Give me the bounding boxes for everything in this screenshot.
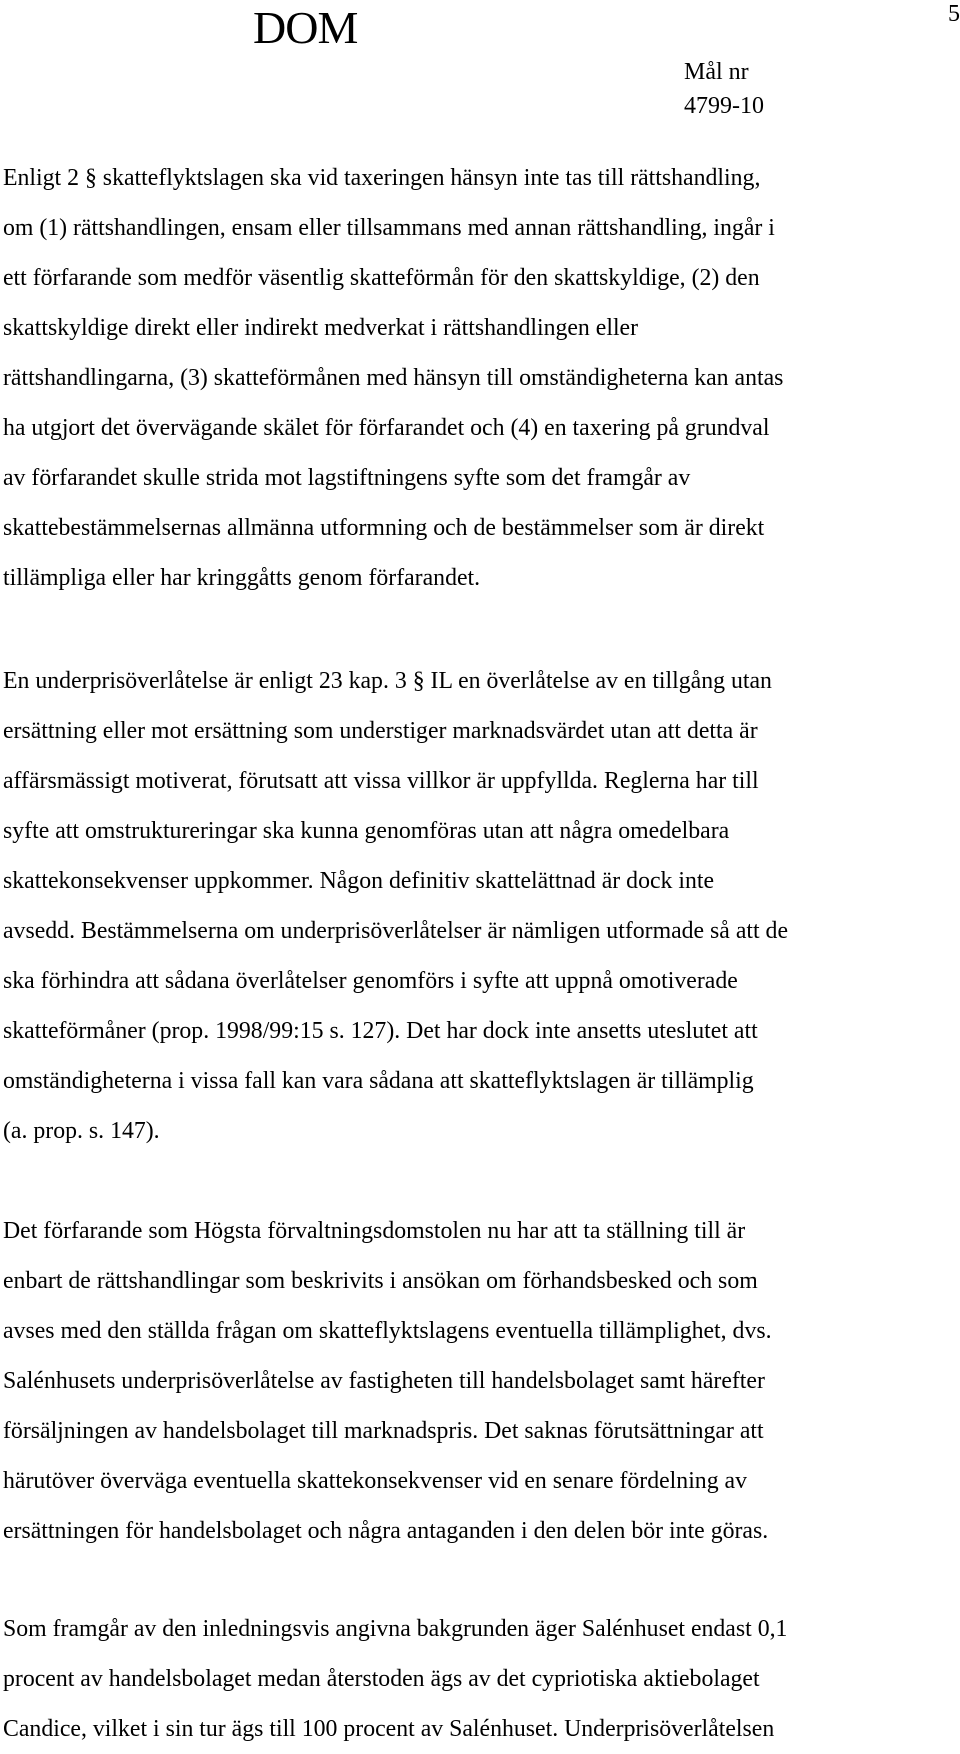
paragraph-line: skattebestämmelsernas allmänna utformning och de bestämmelser som är direkt xyxy=(3,515,765,541)
paragraph-line: skatteförmåner (prop. 1998/99:15 s. 127). Det har dock inte ansetts uteslutet att xyxy=(3,1018,758,1044)
paragraph-line: ska förhindra att sådana överlåtelser genomförs i syfte att uppnå omotiverade xyxy=(3,968,738,994)
paragraph-line: enbart de rättshandlingar som beskrivits i ansökan om förhandsbesked och som xyxy=(3,1268,758,1294)
paragraph-line: Det förfarande som Högsta förvaltningsdomstolen nu har att ta ställning till är xyxy=(3,1218,746,1244)
paragraph-line: procent av handelsbolaget medan återstoden ägs av det cypriotiska aktiebolaget xyxy=(3,1666,760,1692)
paragraph-line: skattekonsekvenser uppkommer. Någon definitiv skattelättnad är dock inte xyxy=(3,868,715,894)
paragraph-underprice-transfer xyxy=(3,656,960,1156)
paragraph-line: Candice, vilket i sin tur ägs till 100 procent av Salénhuset. Underprisöverlåtelsen xyxy=(3,1716,775,1742)
case-number-label: Mål nr xyxy=(684,59,749,85)
paragraph-line: ersättningen för handelsbolaget och några antaganden i den delen bör inte göras. xyxy=(3,1518,769,1544)
paragraph-line: Som framgår av den inledningsvis angivna bakgrunden äger Salénhuset endast 0,1 xyxy=(3,1616,788,1642)
paragraph-line: rättshandlingarna, (3) skatteförmånen med hänsyn till omständigheterna kan antas xyxy=(3,365,784,391)
paragraph-line: tillämpliga eller har kringgåtts genom förfarandet. xyxy=(3,565,481,591)
paragraph-line: En underprisöverlåtelse är enligt 23 kap. 3 § IL en överlåtelse av en tillgång utan xyxy=(3,668,772,694)
case-number-block xyxy=(684,55,764,123)
paragraph-line: Salénhusets underprisöverlåtelse av fastigheten till handelsbolaget samt härefter xyxy=(3,1368,765,1394)
paragraph-line: ett förfarande som medför väsentlig skatteförmån för den skattskyldige, (2) den xyxy=(3,265,760,291)
paragraph-ownership xyxy=(3,1604,960,1754)
paragraph-line: ha utgjort det övervägande skälet för förfarandet och (4) en taxering på grundval xyxy=(3,415,770,441)
paragraph-line: försäljningen av handelsbolaget till marknadspris. Det saknas förutsättningar att xyxy=(3,1418,764,1444)
document-body xyxy=(3,153,960,1754)
paragraph-line: syfte att omstruktureringar ska kunna genomföras utan att några omedelbara xyxy=(3,818,730,844)
paragraph-line: av förfarandet skulle strida mot lagstiftningens syfte som det framgår av xyxy=(3,465,691,491)
paragraph-line: Enligt 2 § skatteflyktslagen ska vid taxeringen hänsyn inte tas till rättshandling, xyxy=(3,165,761,191)
paragraph-line: (a. prop. s. 147). xyxy=(3,1118,160,1144)
paragraph-line: härutöver överväga eventuella skattekonsekvenser vid en senare fördelning av xyxy=(3,1468,748,1494)
document-title: DOM xyxy=(253,2,358,53)
paragraph-line: skattskyldige direkt eller indirekt medverkat i rättshandlingen eller xyxy=(3,315,639,341)
case-number-value: 4799-10 xyxy=(684,93,764,119)
paragraph-line: om (1) rättshandlingen, ensam eller tillsammans med annan rättshandling, ingår i xyxy=(3,215,775,241)
paragraph-spacer xyxy=(3,1156,960,1206)
paragraph-spacer xyxy=(3,603,960,656)
paragraph-line: avsedd. Bestämmelserna om underprisöverlåtelser är nämligen utformade så att de xyxy=(3,918,789,944)
page-number: 5 xyxy=(948,1,960,27)
paragraph-line: omständigheterna i vissa fall kan vara sådana att skatteflyktslagen är tillämplig xyxy=(3,1068,754,1094)
paragraph-tax-avoidance-law xyxy=(3,153,960,603)
paragraph-line: ersättning eller mot ersättning som understiger marknadsvärdet utan att detta är xyxy=(3,718,758,744)
paragraph-line: affärsmässigt motiverat, förutsatt att vissa villkor är uppfyllda. Reglerna har till xyxy=(3,768,759,794)
paragraph-spacer xyxy=(3,1556,960,1604)
paragraph-court-procedure xyxy=(3,1206,960,1556)
paragraph-line: avses med den ställda frågan om skatteflyktslagens eventuella tillämplighet, dvs. xyxy=(3,1318,772,1344)
